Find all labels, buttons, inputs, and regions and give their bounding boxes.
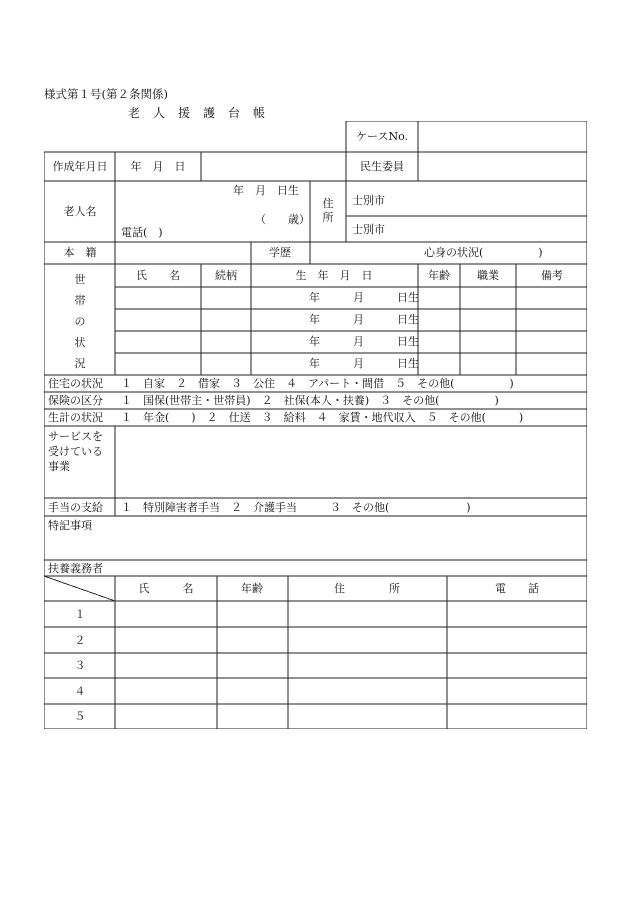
supporter-row-4-number: ４ — [74, 685, 86, 698]
supporter-row-2-number: ２ — [74, 634, 86, 647]
household-label-char-3: の — [74, 315, 86, 328]
case-no-label: ケースNo. — [355, 130, 409, 143]
education-label: 学歴 — [269, 246, 291, 259]
allowance-options: １ 特別障害者手当 ２ 介護手当 ３ その他( ) — [121, 501, 471, 514]
elder-support-register-form — [44, 121, 587, 729]
allowance-label: 手当の支給 — [48, 501, 103, 514]
housing-label: 住宅の状況 — [48, 377, 103, 390]
supporters-col-age: 年齢 — [241, 582, 263, 595]
household-label-char-4: 状 — [74, 336, 86, 349]
housing-options: １ 自家 ２ 借家 ３ 公住 ４ アパート・間借 ５ その他( ) — [121, 377, 514, 390]
household-row-3-birth: 年 月 日生 — [309, 335, 419, 348]
services-label-line-1: サービスを — [48, 430, 103, 443]
honseki-label: 本 籍 — [63, 246, 97, 259]
supporters-label: 扶養義務者 — [48, 562, 103, 575]
phone-label: 電話( ) — [121, 226, 163, 239]
created-date-value: 年 月 日 — [130, 160, 186, 173]
address-line-1: 士別市 — [352, 194, 385, 207]
insurance-options: １ 国保(世帯主・世帯員) ２ 社保(本人・扶養) ３ その他( ) — [121, 394, 499, 407]
address-label-bottom: 所 — [322, 211, 334, 224]
supporters-col-address: 住 所 — [334, 582, 400, 595]
insurance-label: 保険の区分 — [48, 394, 103, 407]
form-title: 老人援護台帳 — [128, 106, 279, 120]
address-line-2: 士別市 — [352, 223, 385, 236]
created-date-label: 作成年月日 — [52, 160, 108, 173]
welfare-commissioner-label: 民生委員 — [360, 160, 404, 173]
birth-date-label: 年 月 日生 — [233, 184, 299, 197]
services-label-line-2: 受けている — [48, 445, 103, 458]
household-col-remarks: 備考 — [541, 269, 563, 282]
household-col-name: 氏 名 — [136, 269, 180, 282]
household-label-char-2: 帯 — [74, 294, 86, 307]
special-notes-label: 特記事項 — [48, 519, 92, 532]
supporters-col-phone: 電 話 — [495, 582, 539, 595]
form-number: 様式第１号(第２条関係) — [44, 87, 168, 101]
livelihood-options: １ 年金( ) ２ 仕送 ３ 給料 ４ 家賃・地代収入 ５ その他( ) — [121, 411, 524, 424]
form-grid-lines — [44, 121, 587, 729]
household-row-4-birth: 年 月 日生 — [309, 357, 419, 370]
household-col-age: 年齢 — [428, 269, 450, 282]
household-row-2-birth: 年 月 日生 — [309, 313, 419, 326]
household-label-char-1: 世 — [74, 273, 86, 286]
mental-physical-status-label: 心身の状況( ) — [424, 246, 543, 259]
age-label: （ 歳） — [255, 213, 310, 226]
household-col-relation: 続柄 — [215, 269, 237, 282]
supporter-row-5-number: ５ — [74, 710, 86, 723]
services-label-line-3: 事業 — [48, 460, 70, 473]
supporter-row-1-number: １ — [74, 608, 86, 621]
household-row-1-birth: 年 月 日生 — [309, 291, 419, 304]
elder-name-label: 老人名 — [63, 205, 97, 218]
household-col-birthdate: 生 年 月 日 — [295, 269, 373, 282]
supporters-col-name: 氏 名 — [138, 582, 194, 595]
household-label-char-5: 況 — [74, 357, 86, 370]
livelihood-label: 生計の状況 — [48, 411, 103, 424]
household-col-occupation: 職業 — [477, 269, 499, 282]
address-label-top: 住 — [322, 197, 334, 210]
supporter-row-3-number: ３ — [74, 659, 86, 672]
